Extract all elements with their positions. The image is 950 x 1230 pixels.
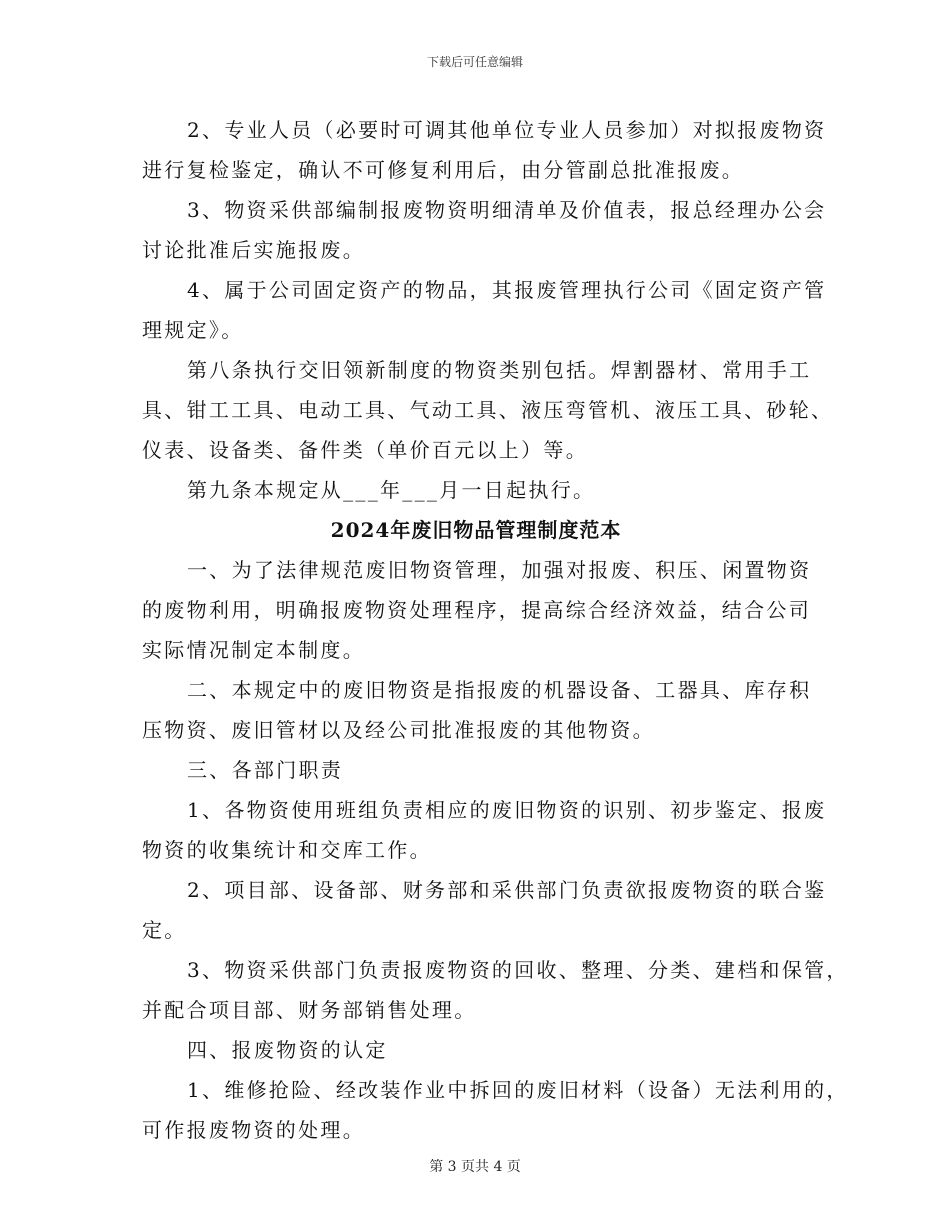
page-header: 下载后可任意编辑 <box>426 55 523 69</box>
duty-item-3 <box>142 950 849 1030</box>
text-line: 的废物利用，明确报废物资处理程序，提高综合经济效益，结合公司 <box>142 598 811 622</box>
paragraph-scrap-list <box>142 190 827 270</box>
text-line: 第八条执行交旧领新制度的物资类别包括。焊割器材、常用手工 <box>187 358 812 382</box>
duty-item-2 <box>142 870 827 950</box>
text-line: 三、各部门职责 <box>187 758 344 782</box>
criteria-item-1 <box>142 1070 849 1150</box>
text-line: 第九条本规定从___年___月一日起执行。 <box>187 478 596 502</box>
text-line: 理规定》。 <box>142 318 244 342</box>
section-2-definition <box>142 670 810 750</box>
text-line: 2、专业人员（必要时可调其他单位专业人员参加）对拟报废物资 <box>187 118 827 142</box>
text-line: 物资的收集统计和交库工作。 <box>142 838 432 862</box>
section-3-heading <box>142 750 810 790</box>
text-line: 四、报废物资的认定 <box>187 1038 388 1062</box>
section-1-purpose <box>142 550 810 670</box>
section-4-heading <box>142 1030 810 1070</box>
text-line: 进行复检鉴定，确认不可修复利用后，由分管副总批准报废。 <box>142 158 745 182</box>
text-line: 4、属于公司固定资产的物品，其报废管理执行公司《固定资产管 <box>187 278 827 302</box>
text-line: 可作报废物资的处理。 <box>142 1118 365 1142</box>
duty-item-1 <box>142 790 827 870</box>
text-line: 一、为了法律规范废旧物资管理，加强对报废、积压、闲置物资 <box>187 558 812 582</box>
text-line: 实际情况制定本制度。 <box>142 638 365 662</box>
text-line: 仪表、设备类、备件类（单价百元以上）等。 <box>142 438 588 462</box>
text-line: 讨论批准后实施报废。 <box>142 238 365 262</box>
text-line: 1、各物资使用班组负责相应的废旧物资的识别、初步鉴定、报废 <box>187 798 827 822</box>
text-line: 具、钳工工具、电动工具、气动工具、液压弯管机、液压工具、砂轮、 <box>142 398 834 422</box>
text-line: 定。 <box>142 918 187 942</box>
text-line: 压物资、废旧管材以及经公司批准报废的其他物资。 <box>142 718 655 742</box>
document-title: 2024年废旧物品管理制度范本 <box>330 518 622 542</box>
text-line: 并配合项目部、财务部销售处理。 <box>142 998 477 1022</box>
text-line: 3、物资采供部门负责报废物资的回收、整理、分类、建档和保管， <box>187 958 849 982</box>
text-line: 1、维修抢险、经改装作业中拆回的废旧材料（设备）无法利用的， <box>187 1078 849 1102</box>
text-line: 2、项目部、设备部、财务部和采供部门负责欲报废物资的联合鉴 <box>187 878 827 902</box>
document-body <box>142 110 849 1150</box>
article-9 <box>142 470 810 510</box>
text-line: 3、物资采供部编制报废物资明细清单及价值表，报总经理办公会 <box>187 198 827 222</box>
paragraph-professional-review <box>142 110 827 190</box>
paragraph-fixed-assets <box>142 270 827 350</box>
article-8 <box>142 350 834 470</box>
text-line: 二、本规定中的废旧物资是指报废的机器设备、工器具、库存积 <box>187 678 812 702</box>
page-footer: 第 3 页共 4 页 <box>429 1159 521 1175</box>
